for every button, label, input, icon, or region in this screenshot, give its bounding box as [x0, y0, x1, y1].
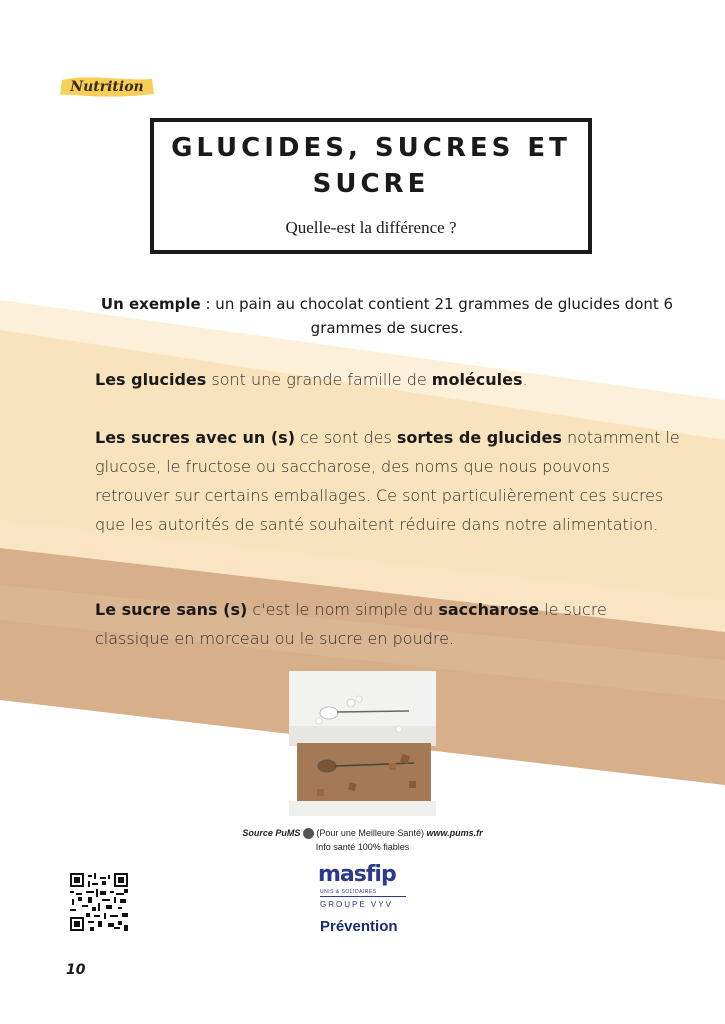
qr-code[interactable] — [70, 873, 128, 931]
paragraph-sucres — [95, 423, 685, 539]
example-text — [92, 292, 682, 340]
source-label: Source PuMS — [242, 828, 301, 838]
brand-tagline: UNIS & SOLIDAIRES — [320, 889, 377, 895]
paragraph-text: le sucre classique en morceau ou le sucre en poudre. — [95, 600, 607, 648]
page-subtitle: Quelle-est la différence ? — [285, 218, 457, 237]
source-description: (Pour une Meilleure Santé) — [313, 828, 427, 838]
paragraph-text: c'est le nom simple du — [247, 600, 439, 619]
paragraph-glucides — [95, 365, 685, 394]
title-box — [150, 118, 592, 254]
section-tag — [58, 74, 156, 100]
page-number: 10 — [66, 962, 86, 978]
paragraph-text: ce sont des — [295, 428, 397, 447]
paragraph-emphasis: sortes de glucides — [396, 428, 562, 447]
group-name: GROUPE VYV — [320, 900, 393, 909]
paragraph-sucre — [95, 595, 685, 653]
masfip-logo — [310, 862, 420, 940]
sugar-photo — [289, 671, 436, 816]
example-body: : un pain au chocolat contient 21 grammes de glucides dont 6 grammes de sucres. — [200, 295, 674, 337]
paragraph-emphasis: molécules — [431, 370, 523, 389]
paragraph-lead: Les glucides — [95, 370, 207, 389]
source-tagline: Info santé 100% fiables — [315, 842, 410, 852]
logo-divider — [320, 896, 406, 897]
paragraph-text: sont une grande famille de — [206, 370, 432, 389]
brand-name: masfip — [318, 862, 396, 887]
paragraph-emphasis: saccharose — [438, 600, 540, 619]
paragraph-lead: Les sucres avec un (s) — [95, 428, 296, 447]
pums-icon — [303, 828, 314, 839]
program-name: Prévention — [320, 918, 398, 935]
paragraph-text: . — [522, 370, 528, 389]
page-title: GLUCIDES, SUCRES ET SUCRE — [171, 133, 571, 199]
source-link[interactable]: www.pums.fr — [426, 828, 483, 838]
paragraph-text: notamment le glucose, le fructose ou saccharose, des noms que nous pouvons retrouver sur certains emballages. Ce sont particulièrement ces sucres que les autorités de santé souhaitent réduire dans notre alimentation. — [95, 428, 680, 534]
example-lead: Un exemple — [100, 295, 201, 313]
section-tag-label: Nutrition — [70, 79, 144, 95]
paragraph-lead: Le sucre sans (s) — [95, 600, 248, 619]
source-credit — [160, 826, 565, 854]
